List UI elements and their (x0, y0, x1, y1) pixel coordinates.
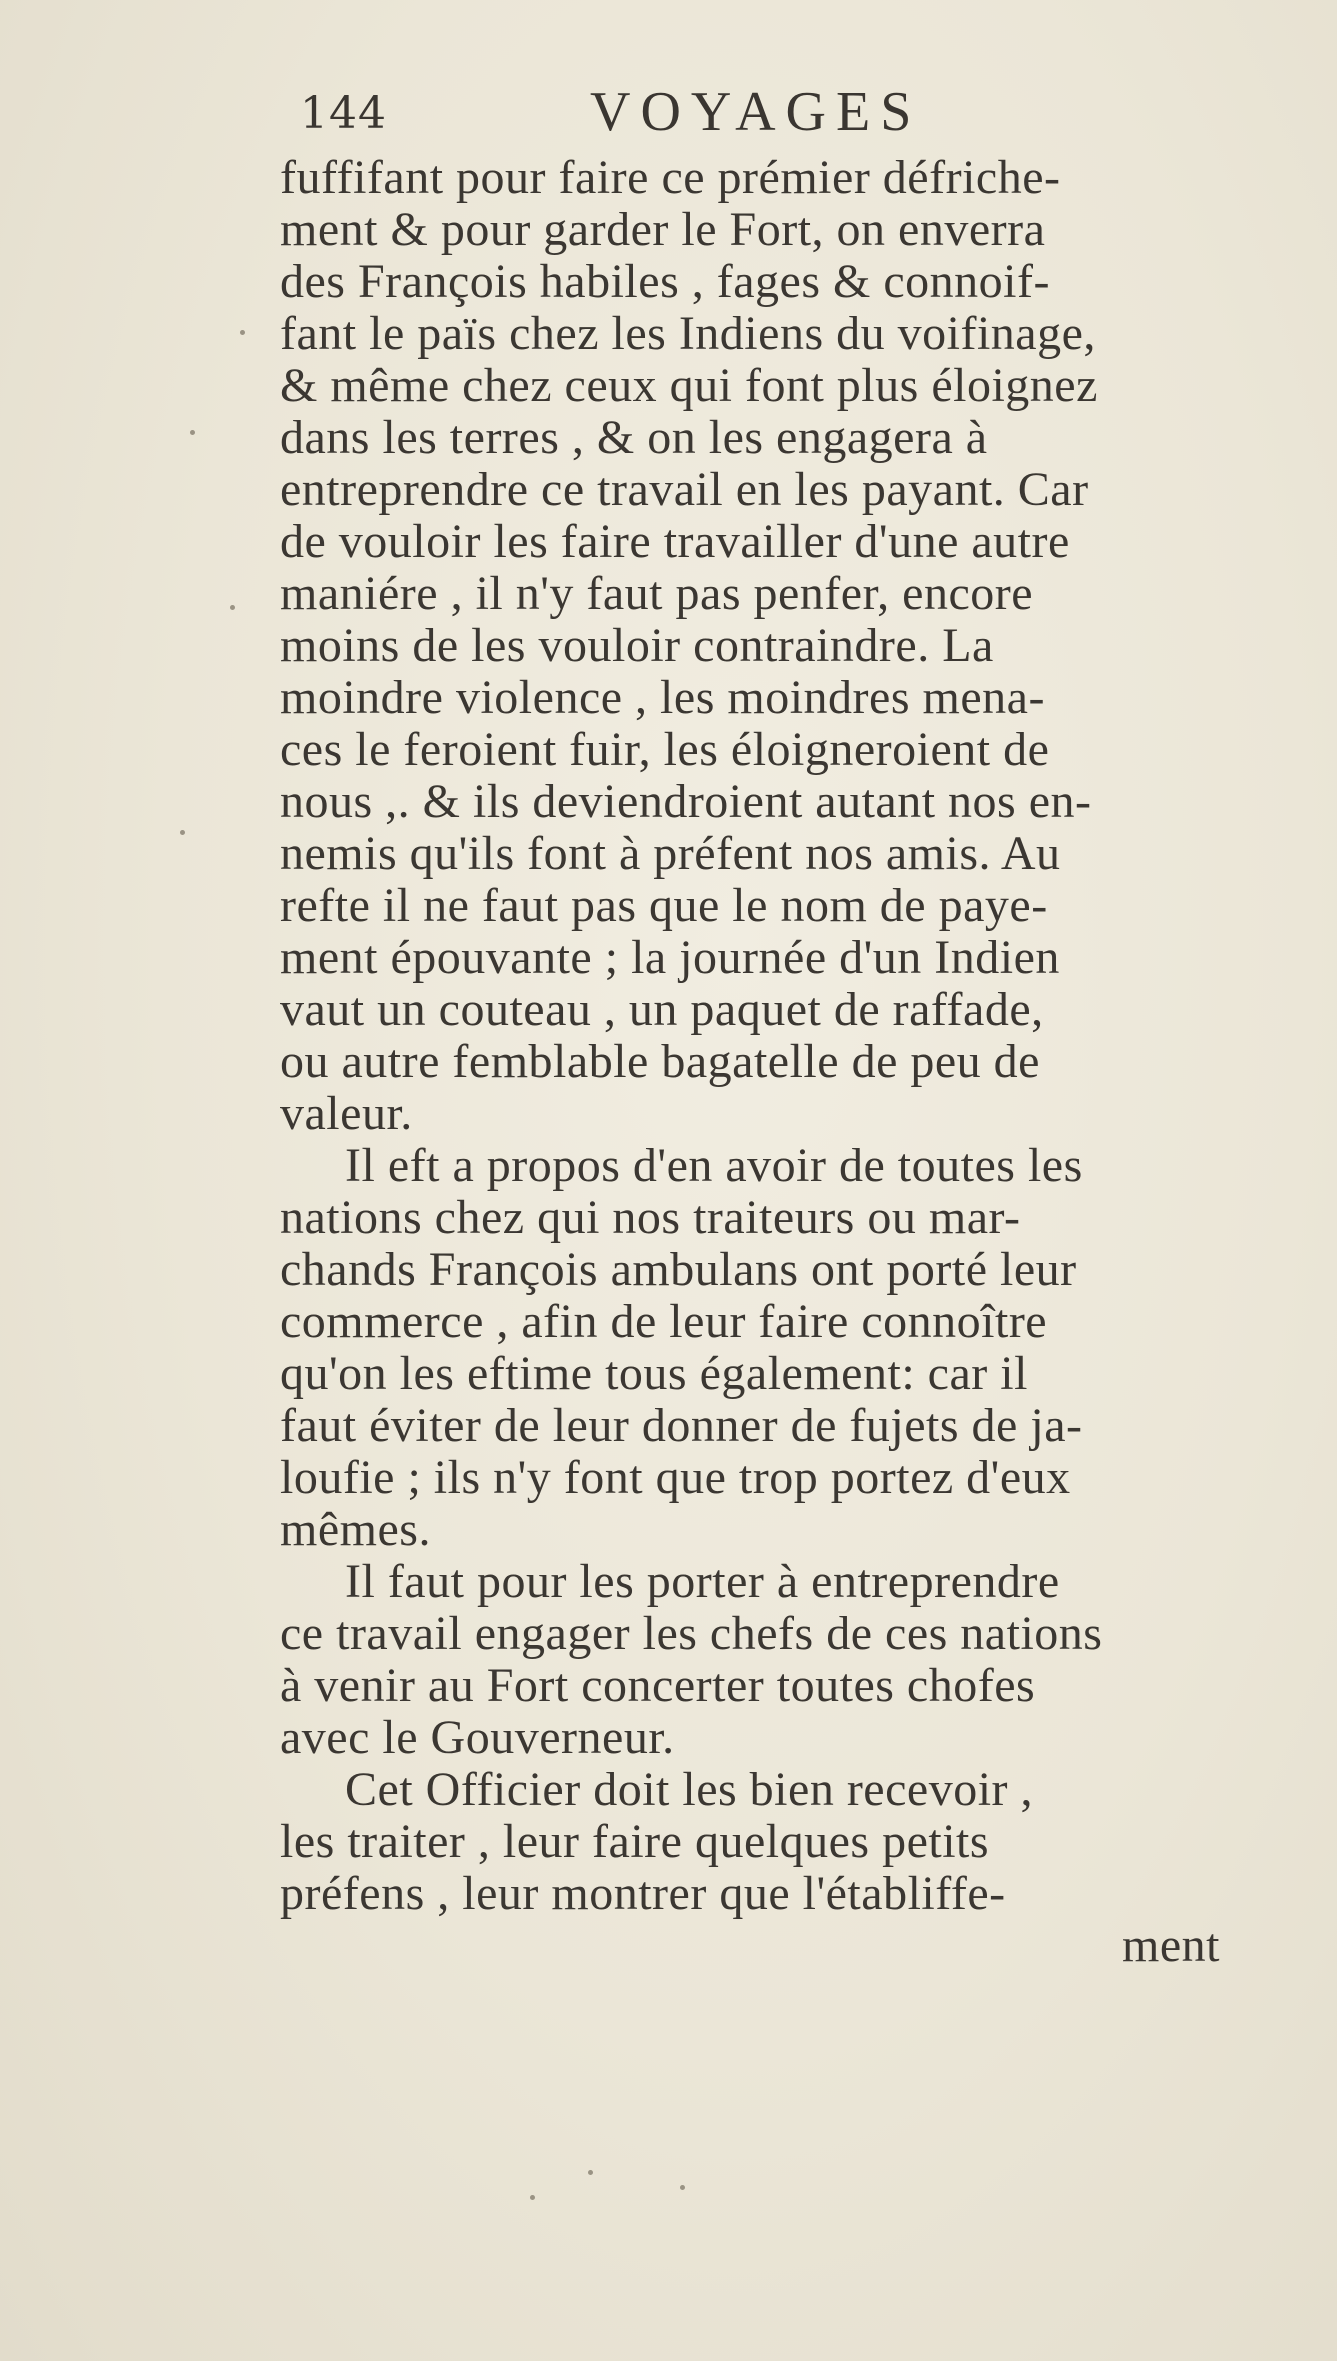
text-line: ces le feroient fuir, les éloigneroient de (280, 723, 1050, 776)
running-title: VOYAGES (590, 81, 922, 143)
text-line: Cet Officier doit les bien recevoir , (345, 1763, 1034, 1816)
text-line: loufie ; ils n'y font que trop portez d'eux (280, 1451, 1071, 1504)
text-line: vaut un couteau , un paquet de raffade, (280, 983, 1044, 1036)
text-line: & même chez ceux qui font plus éloignez (280, 359, 1098, 412)
text-line: nations chez qui nos traiteurs ou mar- (280, 1191, 1021, 1244)
page-number: 144 (300, 88, 387, 139)
text-line: Il faut pour les porter à entreprendre (345, 1555, 1060, 1608)
text-line: qu'on les eftime tous également: car il (280, 1347, 1028, 1400)
text-line: de vouloir les faire travailler d'une autre (280, 515, 1070, 568)
text-line: chands François ambulans ont porté leur (280, 1243, 1077, 1296)
text-line: à venir au Fort concerter toutes chofes (280, 1659, 1036, 1712)
text-line: maniére , il n'y faut pas penfer, encore (280, 567, 1034, 620)
text-line: commerce , afin de leur faire connoître (280, 1295, 1048, 1348)
text-line: nous ,. & ils deviendroient autant nos en- (280, 775, 1092, 828)
page-header (300, 81, 1060, 148)
text-line: entreprendre ce travail en les payant. Car (280, 463, 1089, 516)
text-line: ce travail engager les chefs de ces nations (280, 1607, 1103, 1660)
text-line: moindre violence , les moindres mena- (280, 671, 1045, 724)
text-line: préfens , leur montrer que l'établiffe- (280, 1867, 1006, 1920)
text-line: avec le Gouverneur. (280, 1711, 675, 1764)
text-line: refte il ne faut pas que le nom de paye- (280, 879, 1048, 932)
text-line: nemis qu'ils font à préfent nos amis. Au (280, 827, 1061, 880)
text-line: faut éviter de leur donner de fujets de ja- (280, 1399, 1083, 1452)
text-line: fant le païs chez les Indiens du voifinage, (280, 307, 1096, 360)
text-line: moins de les vouloir contraindre. La (280, 619, 994, 672)
text-line: ou autre femblable bagatelle de peu de (280, 1035, 1040, 1088)
paper-speck (180, 830, 185, 835)
text-line: Il eft a propos d'en avoir de toutes les (345, 1139, 1083, 1192)
text-line: les traiter , leur faire quelques petits (280, 1815, 990, 1868)
paper-speck (680, 2185, 685, 2190)
text-line: mêmes. (280, 1503, 431, 1556)
text-line: fuffifant pour faire ce prémier défriche- (280, 151, 1061, 204)
paper-speck (240, 330, 245, 335)
paper-speck (530, 2195, 535, 2200)
catchword: ment (1122, 1919, 1220, 1972)
text-line: ment & pour garder le Fort, on enverra (280, 203, 1046, 256)
text-line: ment épouvante ; la journée d'un Indien (280, 931, 1060, 984)
paper-speck (588, 2170, 593, 2175)
text-line: valeur. (280, 1087, 413, 1140)
text-line: dans les terres , & on les engagera à (280, 411, 988, 464)
paper-speck (230, 605, 235, 610)
text-line: des François habiles , fages & connoif- (280, 255, 1050, 308)
paper-speck (190, 430, 195, 435)
